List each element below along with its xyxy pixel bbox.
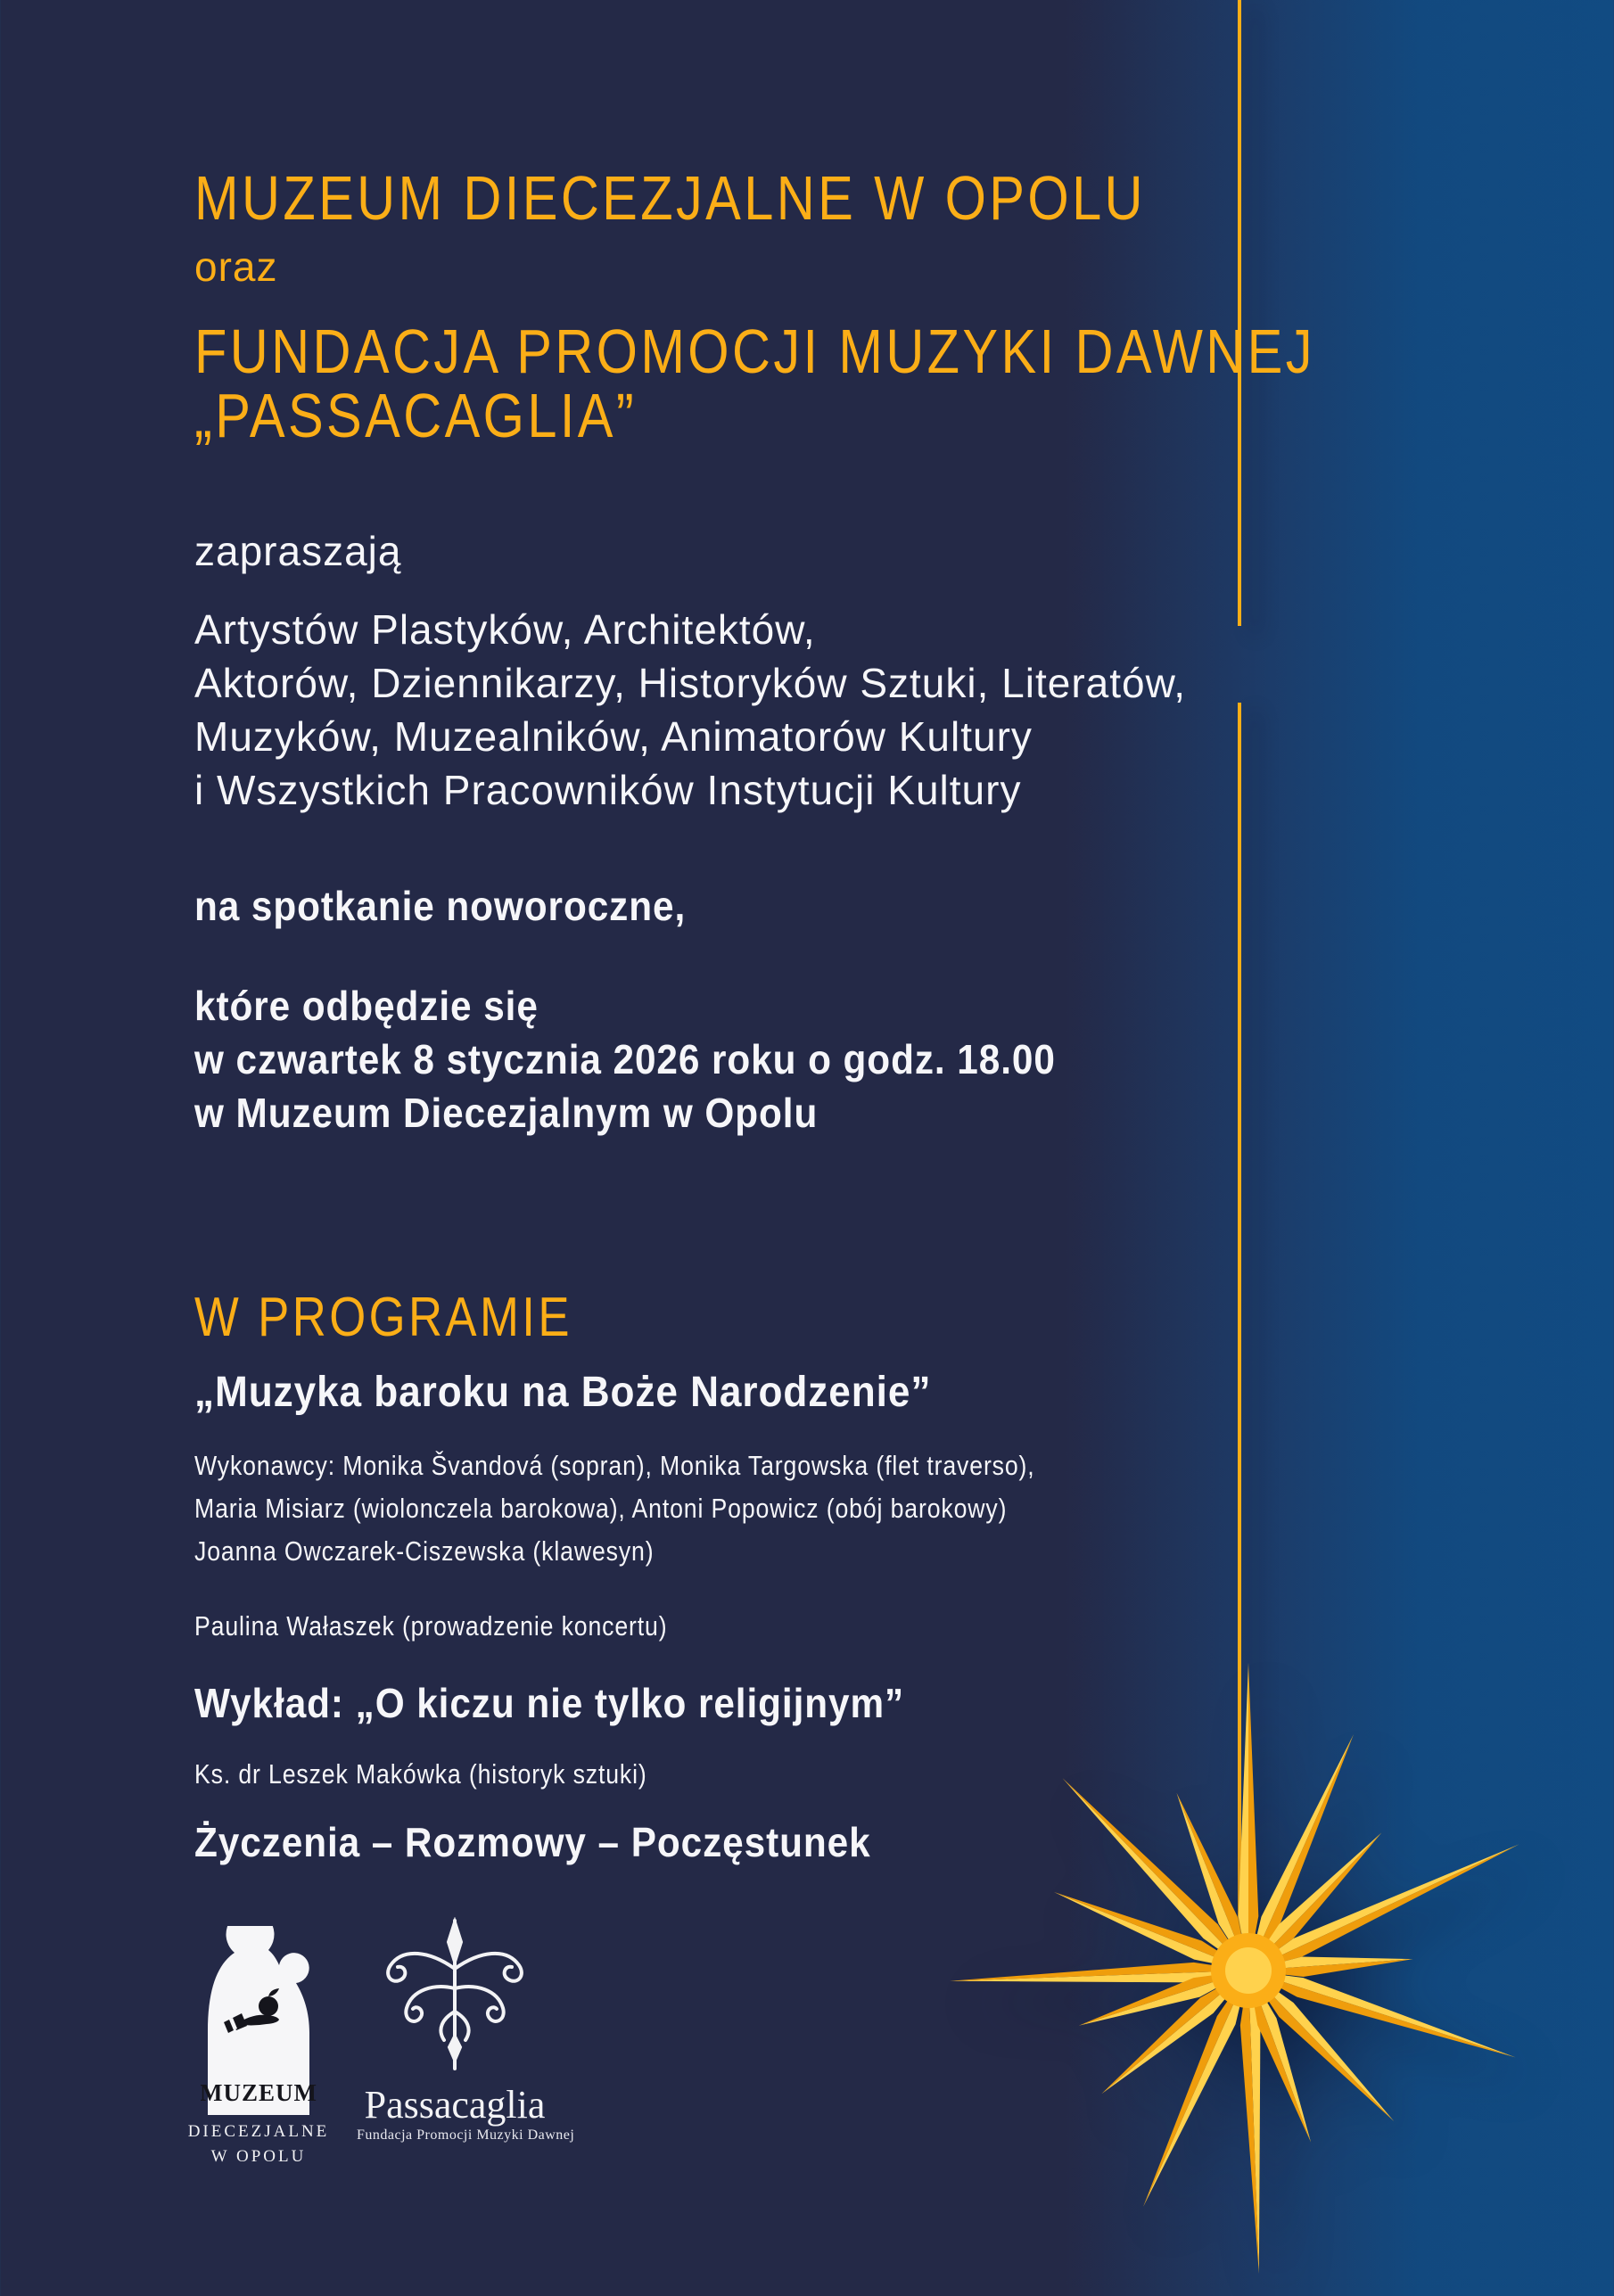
organizer-1-title: MUZEUM DIECEZJALNE W OPOLU	[194, 163, 1146, 233]
program-header: W PROGRAMIE	[194, 1287, 572, 1348]
organizer-2-line2: „PASSACAGLIA”	[194, 381, 638, 450]
hanging-line-top-segment	[1238, 0, 1241, 626]
passacaglia-ornament-icon	[379, 1917, 531, 2078]
concert-title: „Muzyka baroku na Boże Narodzenie”	[194, 1369, 932, 1416]
invitees-line-4: i Wszystkich Pracowników Instytucji Kultury	[194, 767, 1022, 813]
performers-line-2: Maria Misiarz (wiolonczela barokowa), Antoni Popowicz (obój barokowy)	[194, 1493, 1008, 1524]
passacaglia-logo-subtitle: Fundacja Promocji Muzyki Dawnej	[357, 2127, 575, 2143]
invitees-paragraph	[194, 603, 1186, 817]
museum-logo-word: MUZEUM	[201, 2079, 317, 2106]
museum-logo-line2: DIECEZJALNE	[187, 2122, 330, 2141]
host-line: Paulina Wałaszek (prowadzenie koncertu)	[194, 1610, 668, 1642]
event-name: na spotkanie noworoczne,	[194, 883, 687, 929]
passacaglia-logo-name: Passacaglia	[364, 2083, 546, 2127]
conjunction-text: oraz	[194, 243, 278, 290]
event-when-line-3: w Muzeum Diecezjalnym w Opolu	[194, 1090, 819, 1136]
museum-logo	[187, 1926, 330, 2169]
passacaglia-logo	[357, 1917, 575, 2144]
event-when-line-2: w czwartek 8 stycznia 2026 roku o godz. 18.00	[194, 1036, 1056, 1082]
invitees-line-3: Muzyków, Muzealników, Animatorów Kultury	[194, 713, 1033, 760]
invitees-line-2: Aktorów, Dziennikarzy, Historyków Sztuki, Literatów,	[194, 660, 1187, 706]
lecturer-line: Ks. dr Leszek Makówka (historyk sztuki)	[194, 1758, 647, 1790]
moravian-star	[927, 1650, 1569, 2292]
lecture-title: Wykład: „O kiczu nie tylko religijnym”	[194, 1680, 905, 1726]
organizer-2-line1: FUNDACJA PROMOCJI MUZYKI DAWNEJ	[194, 317, 1315, 386]
moravian-star-icon	[927, 1650, 1569, 2292]
museum-silhouette-icon	[201, 1926, 317, 2115]
event-when-line-1: które odbędzie się	[194, 983, 539, 1029]
performers-block	[194, 1444, 1035, 1573]
invite-verb: zapraszają	[194, 528, 402, 574]
performers-line-1: Wykonawcy: Monika Švandová (sopran), Monika Targowska (flet traverso),	[194, 1450, 1035, 1481]
performers-line-3: Joanna Owczarek-Ciszewska (klawesyn)	[194, 1535, 655, 1567]
invitees-line-1: Artystów Plastyków, Architektów,	[194, 606, 816, 653]
event-when-block	[194, 979, 1056, 1140]
closing-line: Życzenia – Rozmowy – Poczęstunek	[194, 1819, 871, 1865]
museum-logo-line3: W OPOLU	[210, 2147, 307, 2166]
